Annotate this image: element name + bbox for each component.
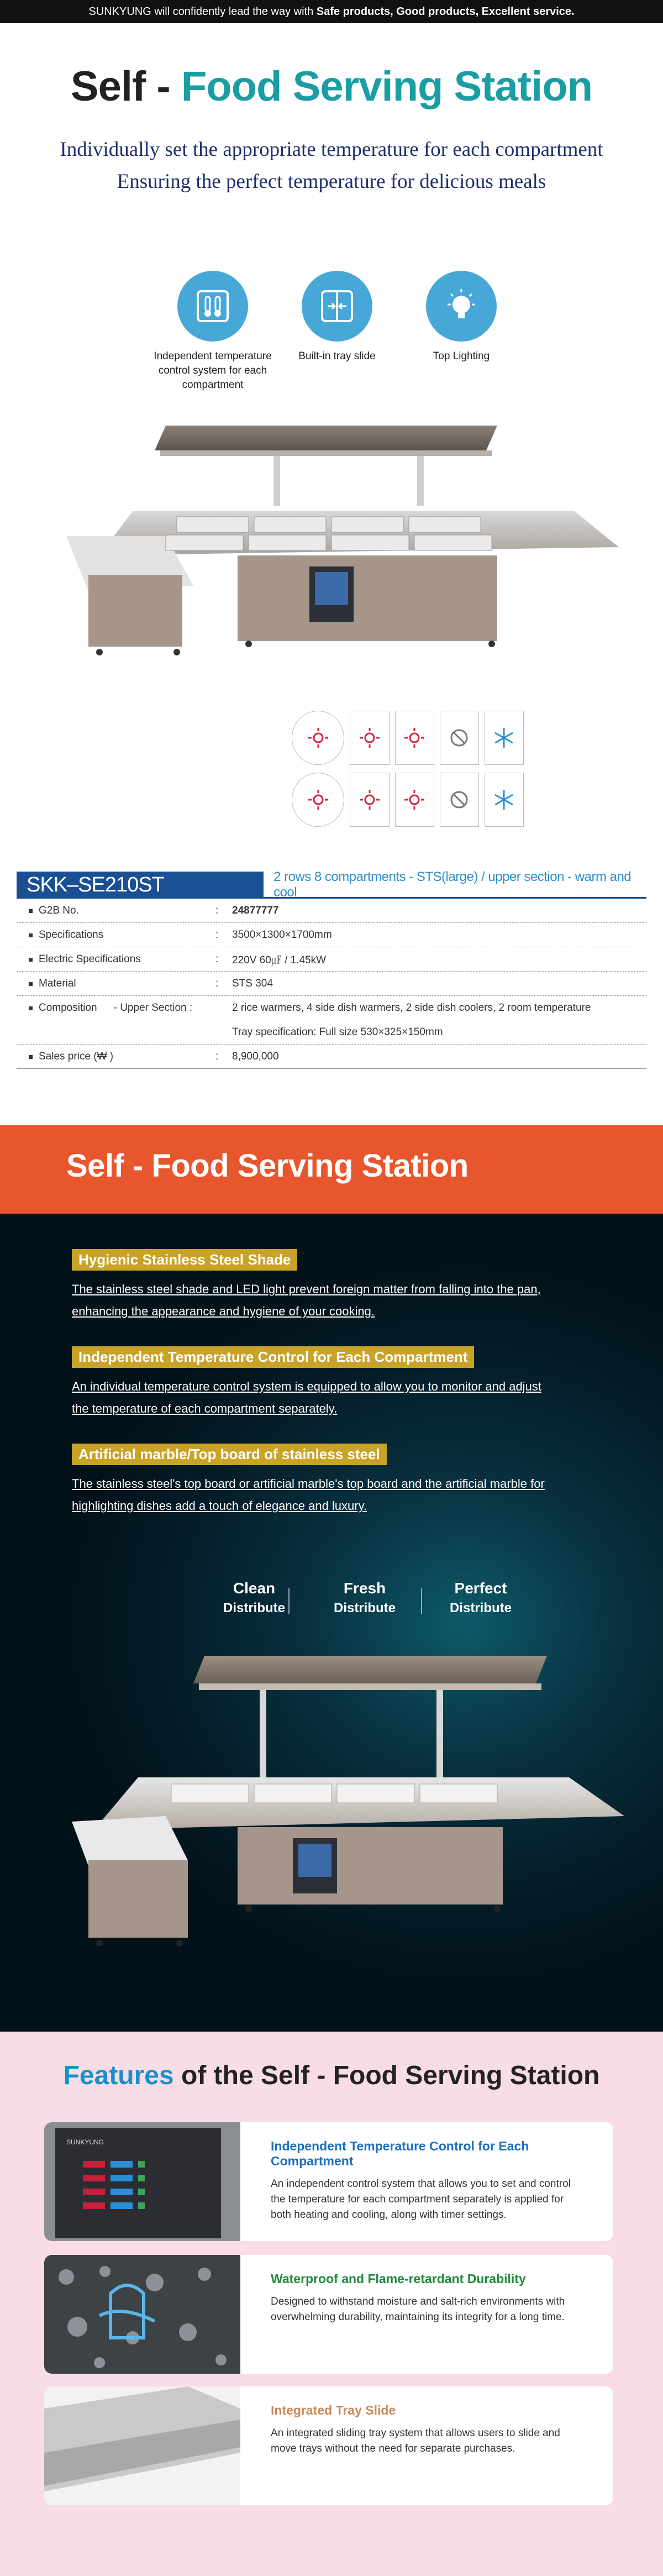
feature-block [72, 1346, 624, 1420]
compartment-temperature-map [292, 711, 524, 835]
serving-station-image [66, 409, 635, 707]
control-panel-image [44, 2122, 240, 2241]
cool-icon [485, 773, 524, 827]
spec-row [17, 923, 646, 947]
feature-line: The stainless steel's top board or artificial marble's top board and the artificial marble for [72, 1477, 545, 1491]
spec-row [17, 899, 646, 923]
feature-line: the temperature of each compartment separately. [72, 1402, 338, 1415]
room-temperature-icon [440, 711, 479, 765]
feature-icon-row [0, 271, 663, 398]
feature-block [72, 1249, 624, 1323]
spec-key: G2B No. [17, 905, 215, 917]
spec-colon: : [215, 977, 219, 989]
feature-line: The stainless steel shade and LED light prevent foreign matter from falling into the pan, [72, 1282, 541, 1296]
spec-value: 24877777 [232, 904, 279, 916]
water-droplets-image [44, 2255, 240, 2374]
feature-tag: Hygienic Stainless Steel Shade [72, 1249, 297, 1271]
feature-line: enhancing the appearance and hygiene of your cooking. [72, 1304, 375, 1318]
swatch-row-2 [292, 773, 524, 827]
spec-row [17, 996, 646, 1020]
spec-key-text: Composition [39, 1002, 97, 1014]
features-title-accent: Features [63, 2061, 174, 2090]
cdp-item [298, 1580, 431, 1616]
feature-card-title: Integrated Tray Slide [271, 2403, 396, 2417]
spec-value: 8,900,000 [232, 1050, 279, 1062]
hero-title [0, 62, 663, 112]
spec-row [17, 972, 646, 996]
feature-card-body [271, 2271, 586, 2325]
features-section [0, 2032, 663, 2576]
features-title-rest: of the Self - Food Serving Station [173, 2061, 600, 2090]
spec-value: 3500×1300×1700mm [232, 928, 332, 941]
tray-slide-image [44, 2386, 240, 2505]
feature-tag: Independent Temperature Control for Each Compartment [72, 1346, 474, 1368]
icon-item-tray [273, 271, 401, 364]
feature-card [44, 2386, 613, 2505]
spec-colon: : [215, 928, 219, 941]
spec-header [17, 869, 646, 900]
hero-title-prefix: Self - [70, 63, 181, 110]
hero-subtitle [0, 134, 663, 198]
spec-sub-key: - Upper Section : [113, 1002, 193, 1014]
spec-row [17, 1020, 646, 1045]
heat-icon [292, 773, 344, 827]
cdp-title: Fresh [343, 1580, 386, 1597]
heat-icon [292, 711, 344, 765]
feature-block [72, 1444, 624, 1517]
feature-card-text: An independent control system that allows you to set and control the temperature for each compartment separately is applied for both heating and cooling, along with timer settings. [271, 2178, 571, 2221]
announcement-text: SUNKYUNG will confidently lead the way with [88, 6, 317, 18]
icon-label: Top Lighting [433, 350, 490, 362]
cdp-title: Perfect [454, 1580, 507, 1597]
feature-card [44, 2255, 613, 2374]
spec-value: STS 304 [232, 977, 273, 989]
cool-icon [485, 711, 524, 765]
spec-colon: : [215, 904, 219, 916]
clean-fresh-perfect [0, 1580, 663, 1624]
thermometer-icon [177, 271, 248, 342]
spec-row [17, 947, 646, 972]
spec-colon: : [215, 1050, 219, 1062]
icon-item-temperature [149, 271, 276, 392]
cdp-sub: Distribute [333, 1601, 396, 1615]
cdp-title: Clean [233, 1580, 276, 1597]
icon-label: Built-in tray slide [298, 350, 376, 362]
tray-slide-icon [302, 271, 372, 342]
section-title-band [0, 1125, 663, 1214]
section-title: Self - Food Serving Station [66, 1148, 469, 1184]
spec-key: Electric Specifications [17, 953, 215, 966]
room-temperature-icon [440, 773, 479, 827]
features-title [0, 2060, 663, 2091]
hero-title-accent: Food Serving Station [181, 63, 593, 110]
spec-value: 220V 60㎌ / 1.45kW [232, 954, 327, 966]
cdp-item [414, 1580, 547, 1616]
feature-line: An individual temperature control system is equipped to allow you to monitor and adjust [72, 1379, 541, 1393]
feature-card-title: Independent Temperature Control for Each Compartment [271, 2139, 529, 2168]
spec-value: 2 rice warmers, 4 side dish warmers, 2 side dish coolers, 2 room temperature [232, 1002, 591, 1014]
spec-key: Material [17, 978, 215, 990]
heat-icon [395, 773, 434, 827]
icon-label: Independent temperature control system for each compartment [154, 350, 272, 391]
feature-tag: Artificial marble/Top board of stainless steel [72, 1444, 387, 1465]
spec-row [17, 1045, 646, 1069]
cdp-divider [288, 1588, 290, 1614]
announcement-bold: Safe products, Good products, Excellent service. [316, 6, 575, 18]
feature-card [44, 2122, 613, 2241]
feature-text [72, 1376, 624, 1420]
spec-table [17, 869, 646, 1069]
model-description: 2 rows 8 compartments - STS(large) / upper section - warm and cool [273, 869, 632, 900]
hero-subtitle-line1: Individually set the appropriate temperature for each compartment [60, 138, 603, 161]
heat-icon [350, 711, 389, 765]
feature-line: highlighting dishes add a touch of elegance and luxury. [72, 1499, 367, 1513]
icon-item-lighting [398, 271, 525, 364]
dark-feature-section [0, 1125, 663, 2032]
serving-station-image-dark [72, 1639, 635, 1982]
top-announcement-bar [0, 0, 663, 23]
feature-card-body [271, 2139, 586, 2223]
spec-key: Specifications [17, 929, 215, 941]
feature-text [72, 1473, 624, 1517]
spec-colon: : [215, 953, 219, 965]
spec-value: Tray specification: Full size 530×325×150mm [232, 1026, 443, 1038]
heat-icon [395, 711, 434, 765]
spec-key: Sales price (₩ ) [17, 1051, 215, 1063]
spec-key [17, 1002, 215, 1014]
feature-card-body [271, 2403, 586, 2457]
feature-card-text: Designed to withstand moisture and salt-rich environments with overwhelming durability, maintaining its integrity for a long time. [271, 2296, 565, 2323]
feature-text [72, 1278, 624, 1323]
hero-subtitle-line2: Ensuring the perfect temperature for delicious meals [117, 170, 546, 193]
heat-icon [350, 773, 389, 827]
model-number: SKK–SE210ST [17, 872, 264, 898]
panel-brand-text: SUNKYUNG [66, 2138, 104, 2146]
lightbulb-icon [426, 271, 497, 342]
feature-card-title: Waterproof and Flame-retardant Durability [271, 2271, 526, 2286]
feature-card-text: An integrated sliding tray system that allows users to slide and move trays without the need for separate purchases. [271, 2427, 560, 2454]
cdp-sub: Distribute [449, 1601, 512, 1615]
cdp-sub: Distribute [223, 1601, 285, 1615]
swatch-row-1 [292, 711, 524, 765]
